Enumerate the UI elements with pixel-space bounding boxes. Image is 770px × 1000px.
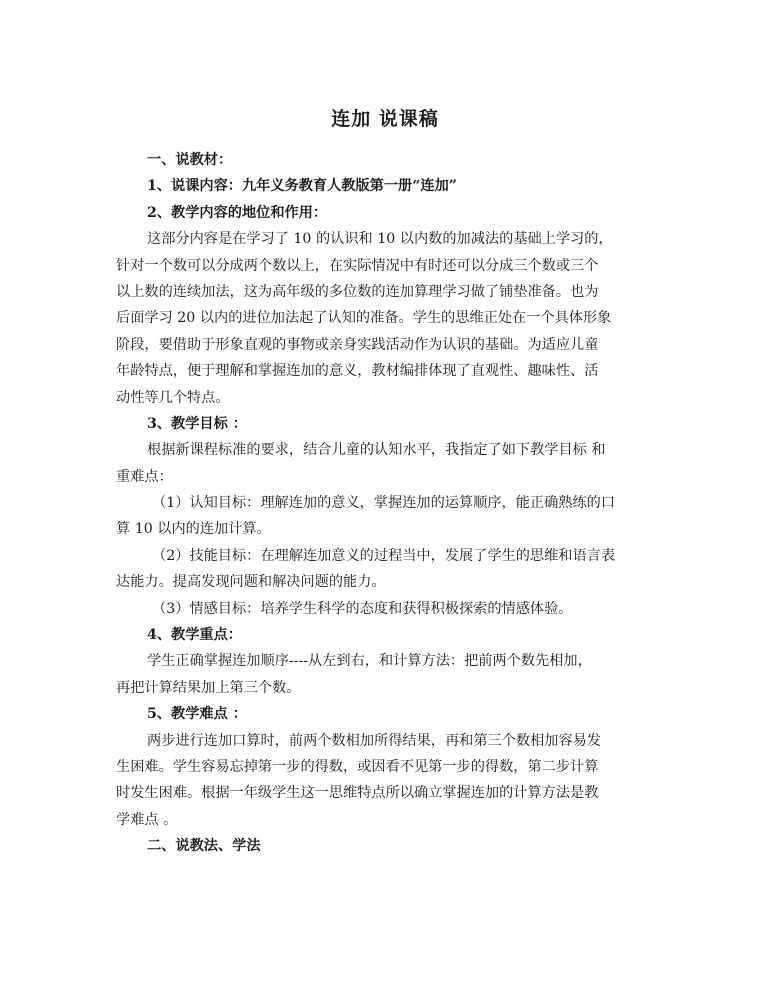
paragraph-line: 两步进行连加口算时，前两个数相加所得结果，再和第三个数相加容易发 (147, 732, 602, 749)
subheading: 2、教学内容的地位和作用： (147, 204, 328, 221)
paragraph-line: 生困难。学生容易忘掉第一步的得数，或因看不见第一步的得数，第二步计算 (116, 758, 599, 775)
section-heading: 二、说教法、学法 (147, 838, 261, 855)
paragraph-line: 针对一个数可以分成两个数以上，在实际情况中有时还可以分成三个数或三个 (116, 257, 599, 274)
paragraph-line: 学难点 。 (116, 811, 178, 828)
paragraph-line: （2）技能目标：在理解连加意义的过程当中，发展了学生的思维和语言表 (152, 547, 616, 564)
subheading: 4、教学重点： (147, 627, 242, 644)
paragraph-line: 这部分内容是在学习了 10 的认识和 10 以内数的加减法的基础上学习的， (147, 231, 613, 248)
paragraph-line: 后面学习 20 以内的进位加法起了认知的准备。学生的思维正处在一个具体形象 (116, 310, 612, 327)
paragraph-line: 动性等几个特点。 (116, 389, 230, 406)
document-title: 连加 说课稿 (331, 108, 439, 130)
paragraph-line: 阶段，要借助于形象直观的事物或亲身实践活动作为认识的基础。为适应儿童 (116, 336, 599, 353)
paragraph-line: （1）认知目标：理解连加的意义，掌握连加的运算顺序，能正确熟练的口 (152, 495, 616, 512)
paragraph-line: 以上数的连续加法，这为高年级的多位数的连加算理学习做了铺垫准备。也为 (116, 283, 599, 300)
paragraph-line: 再把计算结果加上第三个数。 (116, 679, 301, 696)
subheading: 5、教学难点 ： (147, 706, 247, 723)
subheading: 3、教学目标 ： (147, 415, 247, 432)
paragraph-line: 时发生困难。根据一年级学生这一思维特点所以确立掌握连加的计算方法是教 (116, 785, 599, 802)
paragraph-line: 根据新课程标准的要求，结合儿童的认知水平，我指定了如下教学目标 和 (147, 442, 606, 459)
paragraph-line: 达能力。提高发现问题和解决问题的能力。 (116, 574, 386, 591)
section-heading: 一、说教材： (147, 152, 233, 168)
paragraph-line: 重难点： (116, 468, 173, 485)
paragraph-line: 年龄特点，便于理解和掌握连加的意义，教材编排体现了直观性、趣味性、活 (116, 363, 599, 380)
paragraph-line: 学生正确掌握连加顺序----从左到右，和计算方法：把前两个数先相加， (147, 653, 592, 670)
paragraph-line: （3）情感目标：培养学生科学的态度和获得积极探索的情感体验。 (152, 600, 573, 617)
document-body (116, 147, 664, 860)
paragraph-line: 算 10 以内的连加计算。 (116, 521, 271, 538)
subheading: 1、说课内容：九年义务教育人教版第一册“连加” (147, 178, 457, 195)
